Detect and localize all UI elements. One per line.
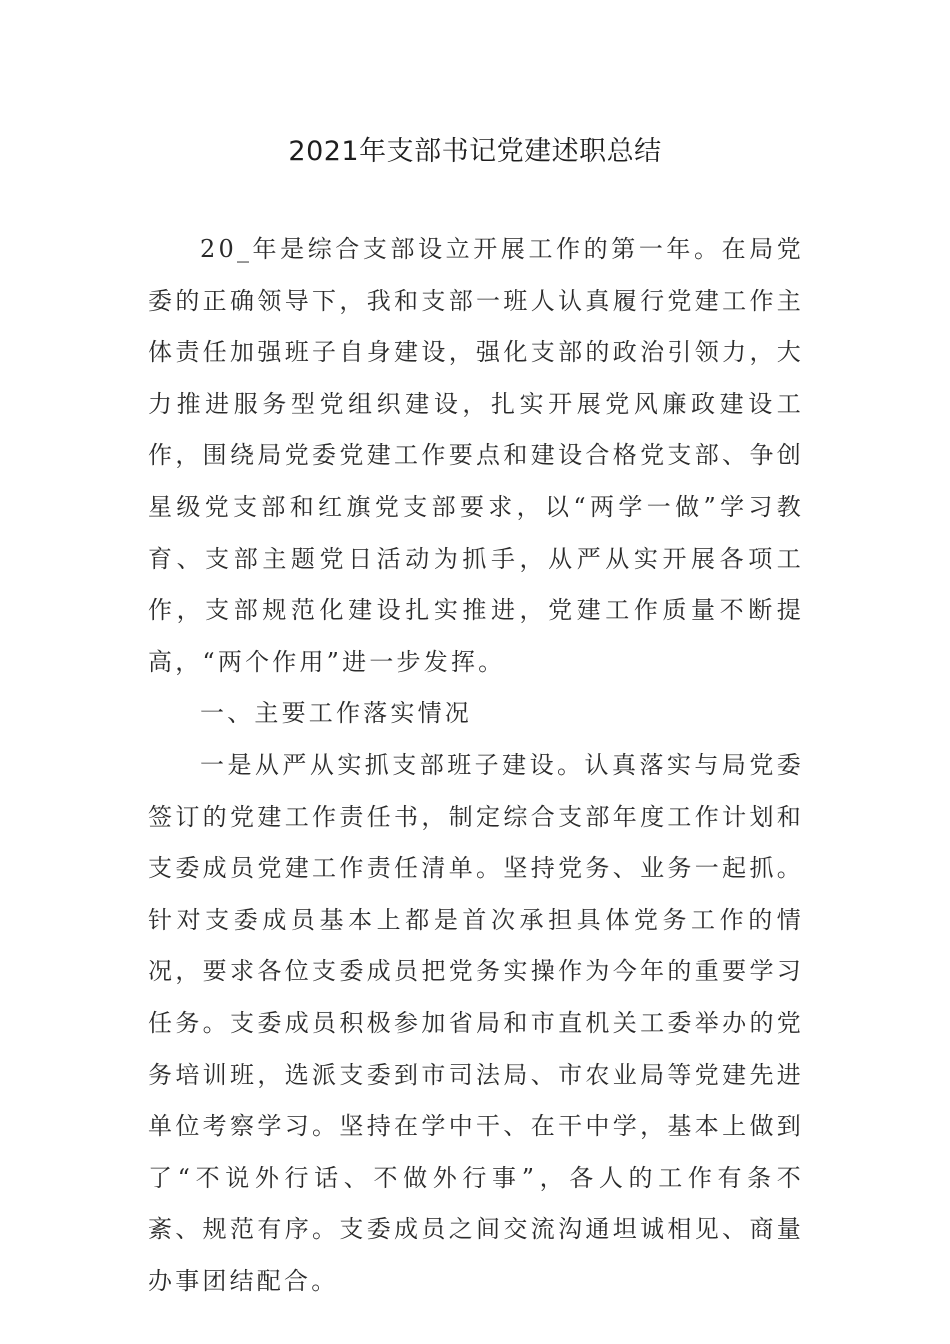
paragraph-intro: 20_年是综合支部设立开展工作的第一年。在局党委的正确领导下，我和支部一班人认真履行党建工作主体责任加强班子自身建设，强化支部的政治引领力，大力推进服务型党组织建设，扎实开展党风廉政建设工作，围绕局党委党建工作要点和建设合格党支部、争创星级党支部和红旗党支部要求，以“两学一做”学习教育、支部主题党日活动为抓手，从严从实开展各项工作，支部规范化建设扎实推进，党建工作质量不断提高，“两个作用”进一步发挥。 xyxy=(148,235,804,676)
paragraph-branch-team: 一是从严从实抓支部班子建设。认真落实与局党委签订的党建工作责任书，制定综合支部年度工作计划和支委成员党建工作责任清单。坚持党务、业务一起抓。针对支委成员基本上都是首次承担具体党务工作的情况，要求各位支委成员把党务实操作为今年的重要学习任务。支委成员积极参加省局和市直机关工委举办的党务培训班，选派支委到市司法局、市农业局等党建先进单位考察学习。坚持在学中干、在干中学，基本上做到了“不说外行话、不做外行事”，各人的工作有条不紊、规范有序。支委成员之间交流沟通坦诚相见、商量办事团结配合。 xyxy=(148,750,804,1295)
section-heading: 一、主要工作落实情况 xyxy=(200,699,472,728)
document-title: 2021年支部书记党建述职总结 xyxy=(288,136,662,167)
document-body xyxy=(148,224,804,1307)
